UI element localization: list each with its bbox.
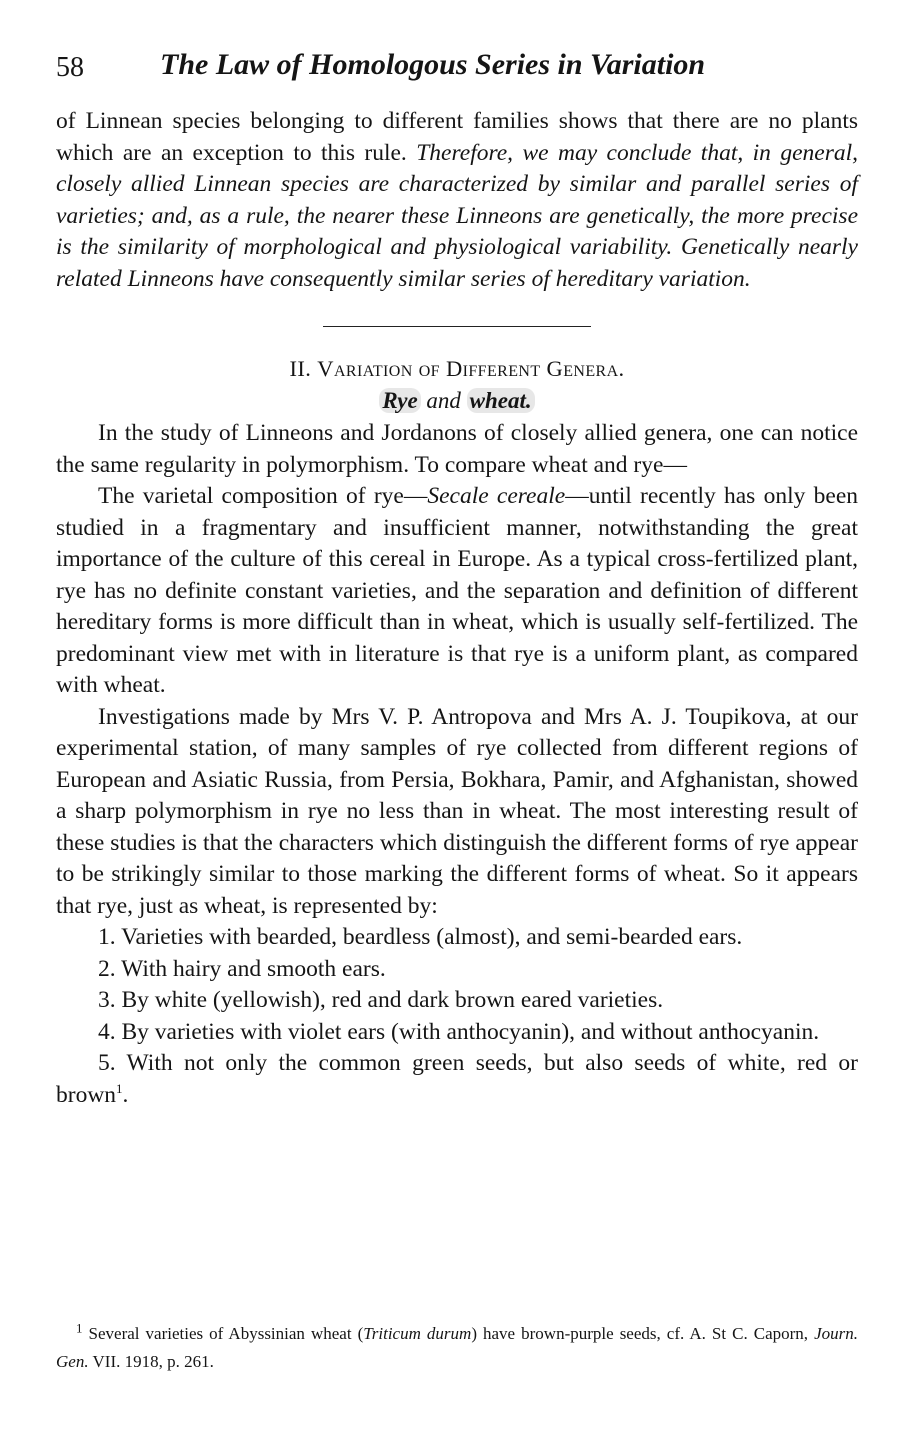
footnote-end: VII. 1918, p. 261. — [92, 1352, 214, 1371]
paragraph-rye-rest: —until recently has only been studied in a fragmentary and insufficient manner, notwithstanding the great importance of the culture of this cereal in Europe. As a typical cross-fertilized plant, rye has no definite constant varieties, and the separation and definition of different hereditary forms is more difficult than in wheat, which is usually self-fertilized. The predominant view met with in literature is that rye is a uniform plant, as compared with wheat. — [56, 483, 858, 698]
list-item: 1. Varieties with bearded, beardless (almost), and semi-bearded ears. — [98, 924, 743, 950]
footnote-middle: ) have brown-purple seeds, cf. A. St C. Caporn, — [471, 1324, 809, 1343]
page-header — [56, 48, 856, 84]
paragraph-investigations: Investigations made by Mrs V. P. Antropova and Mrs A. J. Toupikova, at our experimental station, of many samples of rye collected from different regions of European and Asiatic Russia, from Persia, Bokhara, Pamir, and Afghanistan, showed a sharp polymorphism in rye no less than in wheat. The most interesting result of these studies is that the characters which distinguish the different forms of rye appear to be strikingly similar to those marking the different forms of wheat. So it appears that rye, just as wheat, is represented by: — [56, 703, 858, 919]
paragraph-conclusion-italic: Therefore, we may conclude that, in general, closely allied Linnean species are characterized by similar and parallel series of varieties; and, as a rule, the nearer these Linneons are genetically, the more precise is the similarity of morphological and physiological variability. Genetically nearly related Linneons have consequently similar series of hereditary variation. — [56, 139, 859, 292]
running-title: The Law of Homologous Series in Variation — [160, 48, 706, 81]
footnote — [56, 1320, 858, 1376]
footnote-reference: 1 — [116, 1080, 123, 1096]
paragraph-conclusion-roman: of Linnean species belonging to different families shows that there are no plants which are an exception to this rule. — [56, 108, 858, 166]
section-number: II. — [289, 356, 312, 381]
paragraph-intro: In the study of Linneons and Jordanons of closely allied genera, one can notice the same regularity in polymorphism. To compare wheat and rye— — [56, 420, 858, 478]
list-item: 2. With hairy and smooth ears. — [98, 955, 386, 982]
sub-heading-rye: Rye — [379, 388, 420, 413]
section-divider — [323, 326, 591, 327]
species-secale: Secale cereale — [427, 483, 566, 509]
section-heading — [56, 353, 858, 384]
page-number: 58 — [56, 52, 84, 83]
footnote-marker: 1 — [76, 1320, 83, 1336]
footnote-journal: Journ. Gen. — [56, 1324, 859, 1371]
paragraph-rye-composition — [56, 481, 858, 702]
sub-heading — [56, 384, 858, 418]
paragraph-rye-start: The varietal composition of rye— — [98, 483, 428, 509]
sub-heading-and: and — [426, 388, 461, 413]
sub-heading-wheat: wheat. — [467, 388, 535, 413]
body-text — [56, 106, 858, 1111]
section-title: Variation of Different Genera. — [317, 356, 625, 381]
footnote-species: Triticum durum — [363, 1324, 472, 1343]
footnote-start: Several varieties of Abyssinian wheat ( — [88, 1324, 364, 1343]
list-item: 3. By white (yellowish), red and dark brown eared varieties. — [98, 987, 664, 1013]
paragraph-conclusion — [56, 106, 858, 295]
footnote-text — [56, 1320, 858, 1376]
list-item: 5. With not only the common green seeds, but also seeds of white, red or brown$^1$. — [56, 1050, 858, 1108]
list-item: 4. By varieties with violet ears (with anthocyanin), and without anthocyanin. — [98, 1018, 820, 1045]
list-item-text: 5. With not only the common green seeds, but also seeds of white, red or brown — [56, 1050, 858, 1108]
